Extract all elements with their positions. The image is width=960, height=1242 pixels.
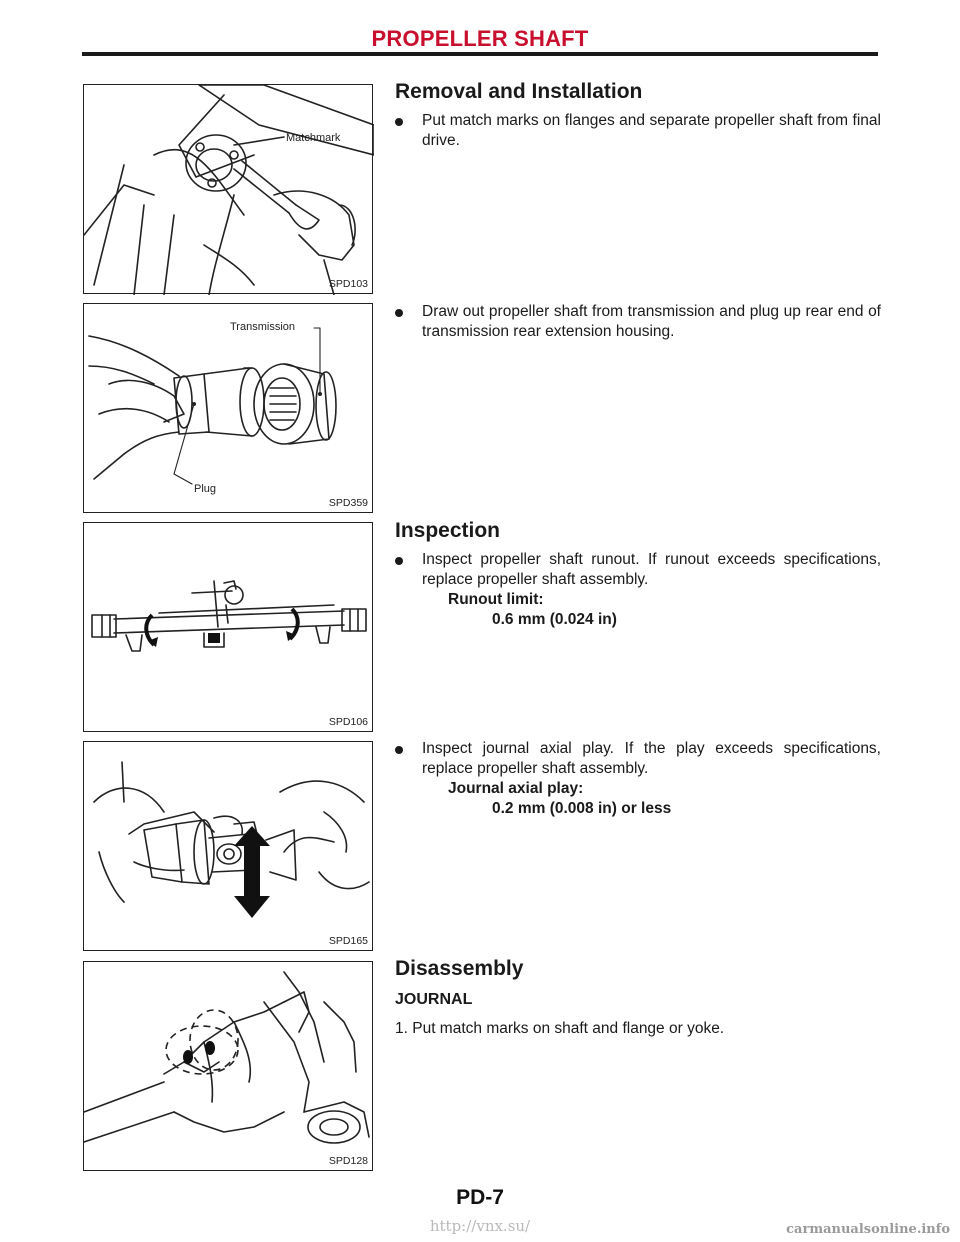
journal-axial-play-illustration — [84, 742, 374, 952]
label-transmission: Transmission — [230, 321, 295, 333]
inspection-section — [395, 519, 881, 630]
page-number: PD-7 — [456, 1186, 504, 1209]
bullet-item — [395, 302, 881, 342]
bullet-text: Draw out propeller shaft from transmission and plug up rear end of transmission rear extension housing. — [422, 303, 881, 340]
disassembly-step-1: 1. Put match marks on shaft and flange or yoke. — [395, 1020, 725, 1037]
figure-code: SPD103 — [328, 278, 368, 290]
journal-matchmark-illustration — [84, 962, 374, 1172]
inspection-journal — [395, 739, 881, 819]
section-title-inspection: Inspection — [395, 519, 501, 542]
bullet-item — [395, 111, 881, 151]
removal-step-2 — [395, 302, 881, 342]
footer-url: http://vnx.su/ — [429, 1217, 531, 1235]
watermark: carmanualsonline.info — [786, 1222, 950, 1237]
bullet-icon — [395, 557, 403, 565]
figure-code: SPD128 — [328, 1155, 368, 1167]
spec-value-runout: 0.6 mm (0.024 in) — [492, 611, 617, 628]
subsection-title-journal: JOURNAL — [395, 991, 473, 1008]
figure-spd106 — [83, 522, 373, 732]
removal-section — [395, 80, 881, 151]
spec-value-journal-play: 0.2 mm (0.008 in) or less — [492, 800, 672, 817]
spec-label-journal-play: Journal axial play: — [448, 780, 584, 797]
bullet-text: Put match marks on flanges and separate propeller shaft from final drive. — [422, 112, 881, 149]
bullet-text: Inspect propeller shaft runout. If runout exceeds specifications, replace propeller shaft assembly. — [422, 551, 881, 588]
bullet-icon — [395, 118, 403, 126]
figure-spd165 — [83, 741, 373, 951]
figure-spd103 — [83, 84, 373, 294]
figure-spd128 — [83, 961, 373, 1171]
runout-measurement-illustration — [84, 523, 374, 733]
figure-spd359 — [83, 303, 373, 513]
bullet-text: Inspect journal axial play. If the play exceeds specifications, replace propeller shaft assembly. — [422, 740, 881, 777]
label-plug: Plug — [194, 483, 217, 495]
header-divider — [82, 52, 878, 56]
matchmark-illustration — [84, 85, 374, 295]
disassembly-section — [395, 957, 881, 1039]
figure-code: SPD165 — [328, 935, 368, 947]
bullet-icon — [395, 309, 403, 317]
bullet-item — [395, 739, 881, 779]
figure-code: SPD359 — [328, 497, 368, 509]
section-title-removal: Removal and Installation — [395, 80, 643, 103]
bullet-item — [395, 550, 881, 590]
figure-code: SPD106 — [328, 716, 368, 728]
transmission-plug-illustration — [84, 304, 374, 514]
section-title-disassembly: Disassembly — [395, 957, 524, 980]
page-header-title: PROPELLER SHAFT — [371, 26, 589, 51]
label-matchmark: Matchmark — [286, 132, 341, 144]
spec-label-runout: Runout limit: — [448, 591, 544, 608]
bullet-icon — [395, 746, 403, 754]
